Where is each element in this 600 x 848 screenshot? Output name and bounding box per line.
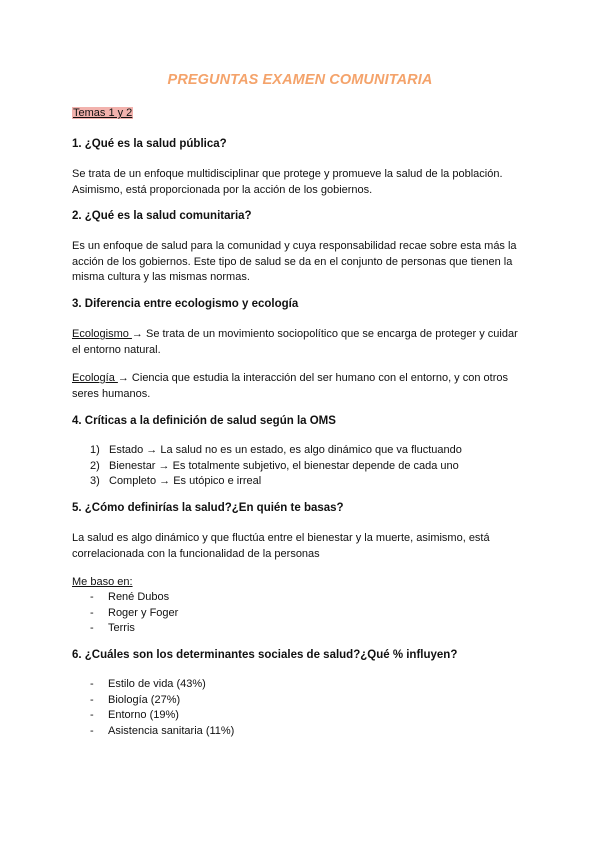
bullet: - [90,693,94,706]
question-5-heading: 5. ¿Cómo definirías la salud?¿En quién te basas? [72,502,344,514]
list-item-text: Estado → La salud no es un estado, es algo dinámico que va fluctuando [109,444,462,456]
bullet: - [90,622,94,634]
answer-line: La salud es algo dinámico y que fluctúa entre el bienestar y la muerte, asimismo, está [72,532,490,544]
authors-list [90,590,178,637]
list-item-text: Roger y Foger [108,606,179,619]
question-1-heading: 1. ¿Qué es la salud pública? [72,138,227,150]
list-item-text: Estilo de vida (43%) [108,678,206,690]
question-3-heading: 3. Diferencia entre ecologismo y ecología [72,298,299,310]
list-item [90,606,178,622]
definition-text: → Ciencia que estudia la interacción del ser humano con el entorno, y con otros [117,372,508,384]
question-2-heading: 2. ¿Qué es la salud comunitaria? [72,210,252,222]
question-1-answer [72,167,532,198]
list-item [90,590,178,606]
determinants-list [90,677,234,739]
definition-ecologia [72,371,532,402]
list-item-text: Bienestar → Es totalmente subjetivo, el bienestar depende de cada uno [109,459,459,472]
list-item [90,621,178,637]
answer-line: misma cultura y las mismas normas. [72,271,250,283]
question-6-heading: 6. ¿Cuáles son los determinantes sociales de salud?¿Qué % influyen? [72,649,458,661]
question-5-answer [72,531,532,562]
topic-tag: Temas 1 y 2 [73,107,133,119]
list-item [90,443,462,459]
list-item-text: Completo → Es utópico e irreal [109,475,262,487]
definition-text: seres humanos. [72,387,151,400]
list-item [90,474,462,490]
list-item-text: Biología (27%) [108,693,181,706]
list-item-text: René Dubos [108,591,170,603]
list-item-text: Entorno (19%) [108,709,179,721]
list-number: 3) [90,475,100,487]
definition-text: el entorno natural. [72,343,161,356]
term-ecologismo: Ecologismo [72,328,132,340]
bullet: - [90,724,94,737]
answer-line: Se trata de un enfoque multidisciplinar que protege y promueve la salud de la población. [72,168,503,180]
list-item [90,708,234,724]
answer-line: Es un enfoque de salud para la comunidad y cuya responsabilidad recae sobre esta más la [72,240,517,252]
bullet: - [90,709,94,721]
answer-line: acción de los gobiernos. Este tipo de salud se da en el conjunto de personas que tienen la [72,255,513,268]
term-ecologia: Ecología [72,372,118,384]
bullet: - [90,606,94,619]
list-number: 1) [90,444,100,456]
list-item [90,693,234,709]
list-item [90,724,234,740]
bullet: - [90,591,94,603]
list-item [90,459,462,475]
question-4-heading: 4. Críticas a la definición de salud según la OMS [72,415,336,427]
bullet: - [90,678,94,690]
list-item [90,677,234,693]
criticism-list [90,443,462,490]
basis-label: Me baso en: [72,576,133,588]
list-number: 2) [90,459,100,472]
list-item-text: Asistencia sanitaria (11%) [108,724,235,737]
answer-line: Asimismo, está proporcionada por la acción de los gobiernos. [72,183,373,196]
list-item-text: Terris [108,622,135,634]
question-2-answer [72,239,532,286]
answer-line: correlacionada con la funcionalidad de la personas [72,547,320,560]
page-title: PREGUNTAS EXAMEN COMUNITARIA [167,72,433,88]
definition-text: → Se trata de un movimiento sociopolítico que se encarga de proteger y cuidar [131,328,518,340]
definition-ecologismo [72,327,532,358]
